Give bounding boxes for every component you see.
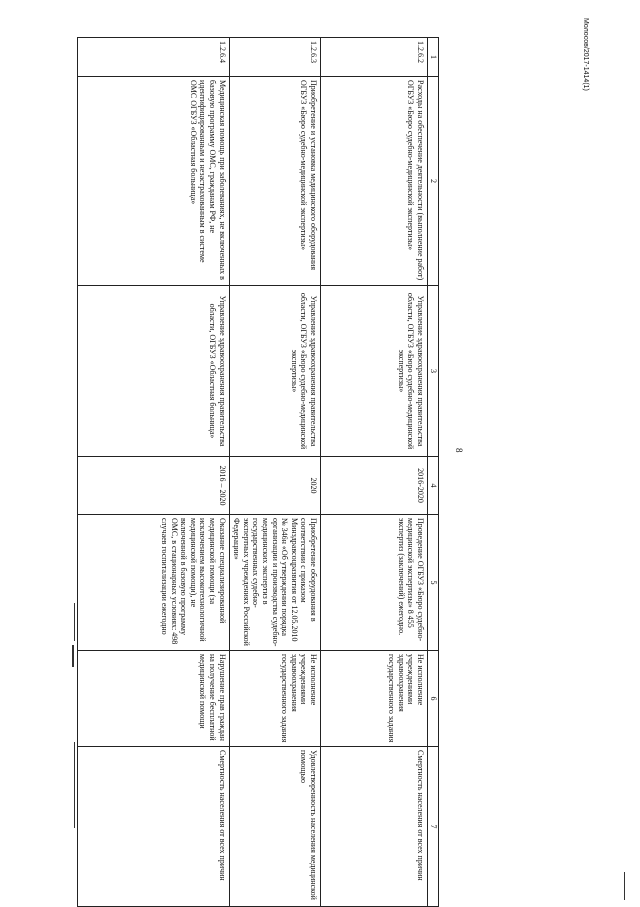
expected-result: Оказание специализированной медицинской помощи (за исключением высокотехнологичной медицинской помощи), не включенной в базовую программу ОМС, в стационарных условиях: 498 случаев госпитализации ежегодно xyxy=(77,515,229,651)
row-number: 1.2.6.4 xyxy=(77,38,229,77)
header-cell: 7 xyxy=(428,747,439,907)
scan-mark xyxy=(624,872,625,900)
table-row xyxy=(77,38,229,907)
expected-result: Приобретение оборудования в соответствии с приказом Минздравсоцразвития от 12.05.2010 № 346н «Об утверждении порядка организации и производства судебно-медицинских экспертиз в государственных судебно-экспертных учреждениях Российской Федерации» xyxy=(229,515,320,651)
header-cell: 5 xyxy=(428,515,439,651)
row-number: 1.2.6.3 xyxy=(229,38,320,77)
page-number: 8 xyxy=(454,448,464,453)
row-number: 1.2.6.2 xyxy=(321,38,428,77)
indicator: Смертность населения от всех причин xyxy=(77,747,229,907)
expected-result: Проведение ОГБУЗ «Бюро судебно-медицинской экспертизы» 8 455 экспертиз (заключений) ежегодно. xyxy=(321,515,428,651)
header-row xyxy=(428,38,439,907)
period: 2016-2020 xyxy=(321,457,428,515)
executor: Управление здравоохранения правительства области, ОГБУЗ «Бюро судебно-медицинской экспертизы» xyxy=(229,286,320,457)
period: 2016 – 2020 xyxy=(77,457,229,515)
period: 2020 xyxy=(229,457,320,515)
header-cell: 2 xyxy=(428,77,439,286)
consequence: Не исполнение учреждениями здравоохранения государственного задания xyxy=(321,651,428,747)
header-cell: 3 xyxy=(428,286,439,457)
scan-mark xyxy=(72,645,74,667)
consequence: Нарушение прав граждан на получение бесплатной медицинской помощи xyxy=(77,651,229,747)
measure-name: Приобретение и установка медицинского оборудования ОГБУЗ «Бюро судебно-медицинской экспертизы» xyxy=(229,77,320,286)
indicator: Смертность населения от всех причин xyxy=(321,747,428,907)
program-table xyxy=(77,37,439,907)
header-cell: 4 xyxy=(428,457,439,515)
document-reference: Молосов/2017-1414(1) xyxy=(582,18,589,91)
measure-name: Расходы на обеспечение деятельности (выполнение работ) ОГБУЗ «Бюро судебно-медицинской экспертизы» xyxy=(321,77,428,286)
table-row xyxy=(321,38,428,907)
scan-mark xyxy=(74,603,75,641)
header-cell: 1 xyxy=(428,38,439,77)
header-cell: 6 xyxy=(428,651,439,747)
consequence: Не исполнение учреждениями здравоохранения государственного задания xyxy=(229,651,320,747)
measure-name: Медицинская помощь при заболеваниях, не включенных в базовую программу ОМС, гражданам РФ, не идентифицированным и незастрахованным в системе ОМС ОГБУЗ «Областная больница» xyxy=(77,77,229,286)
executor: Управление здравоохранения правительства области, ОГБУЗ «Бюро судебно-медицинской экспертизы» xyxy=(321,286,428,457)
scan-mark xyxy=(74,742,75,828)
indicator: Удовлетворенность населения медицинской помощью xyxy=(229,747,320,907)
table-row xyxy=(229,38,320,907)
executor: Управление здравоохранения правительства области, ОГБУЗ «Областная больница» xyxy=(77,286,229,457)
